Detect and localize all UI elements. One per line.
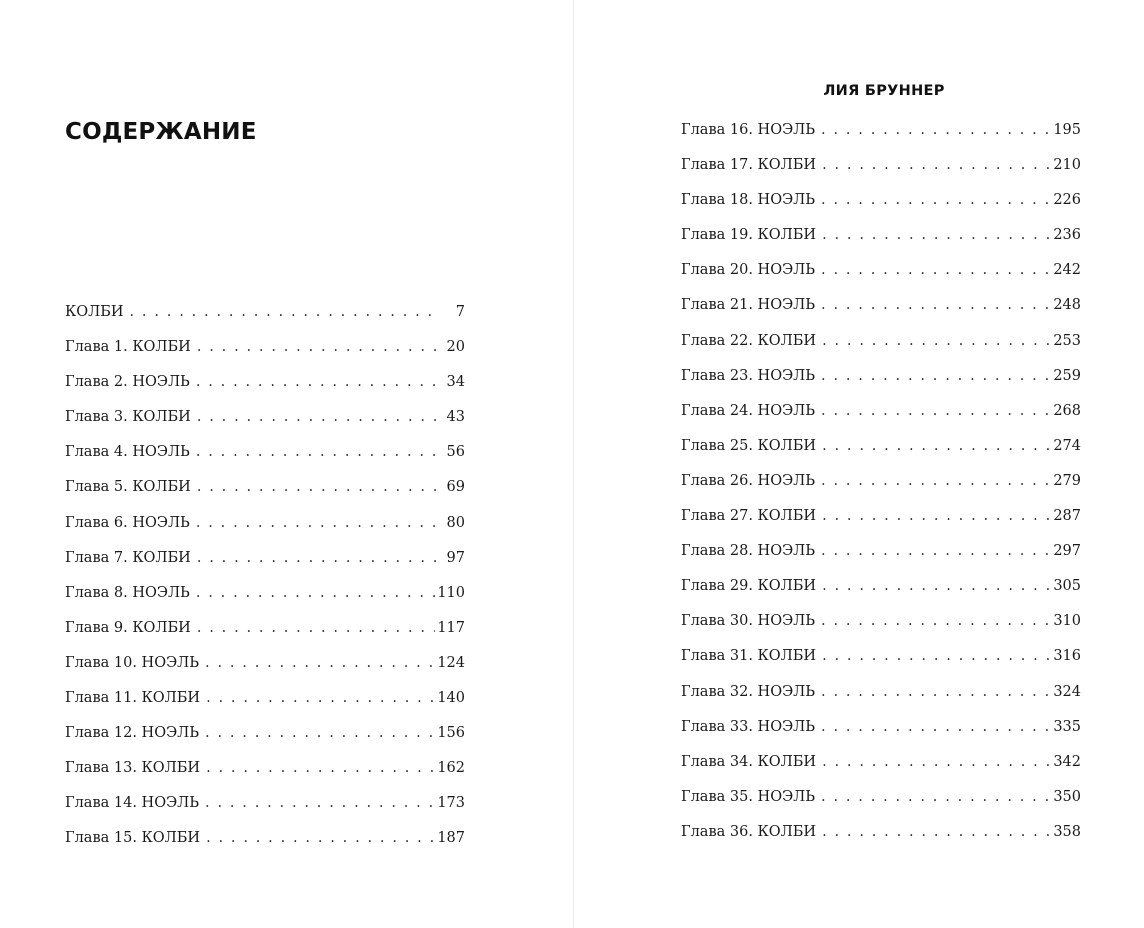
toc-entry-title: Глава 2. НОЭЛЬ (65, 374, 190, 391)
toc-entry-page: 274 (1053, 437, 1081, 454)
dot-leader (196, 440, 441, 464)
toc-entry (65, 440, 465, 475)
dot-leader (821, 188, 1051, 212)
toc-entry-page: 124 (437, 654, 465, 671)
toc-entry-page: 162 (437, 760, 465, 777)
toc-entry (681, 820, 1081, 855)
toc-entry (681, 504, 1081, 539)
dot-leader (821, 293, 1051, 317)
dot-leader (822, 750, 1051, 774)
toc-entry-title: Глава 27. КОЛБИ (681, 508, 817, 525)
dot-leader (205, 721, 435, 745)
toc-entry-title: Глава 5. КОЛБИ (65, 479, 191, 496)
toc-entry-page: 248 (1053, 297, 1081, 314)
dot-leader (822, 574, 1051, 598)
toc-entry-page: 7 (455, 304, 465, 320)
toc-entry-page: 34 (446, 374, 465, 391)
toc-entry-title: Глава 23. НОЭЛЬ (681, 367, 816, 384)
toc-entry-page: 117 (437, 619, 465, 636)
dot-leader (196, 370, 441, 394)
toc-entry-page: 259 (1053, 367, 1081, 384)
toc-entry-page: 97 (446, 549, 465, 566)
toc-entry-page: 324 (1053, 683, 1081, 700)
toc-entry-title: Глава 32. НОЭЛЬ (681, 683, 816, 700)
dot-leader (206, 686, 435, 710)
toc-entry (65, 546, 465, 581)
dot-leader (205, 791, 435, 815)
toc-entry-title: Глава 28. НОЭЛЬ (681, 543, 816, 560)
toc-entry (681, 539, 1081, 574)
dot-leader (821, 715, 1051, 739)
toc-entry-title: Глава 33. НОЭЛЬ (681, 718, 816, 735)
dot-leader (206, 826, 435, 850)
dot-leader (821, 364, 1051, 388)
toc-entry (681, 434, 1081, 469)
toc-entry (65, 370, 465, 405)
toc-entry-page: 310 (1053, 613, 1081, 630)
dot-leader (821, 469, 1051, 493)
toc-entry-title: Глава 22. КОЛБИ (681, 332, 817, 349)
toc-entry-title: Глава 19. КОЛБИ (681, 227, 817, 244)
toc-entry (65, 405, 465, 440)
toc-entry-title: Глава 4. НОЭЛЬ (65, 444, 190, 461)
toc-entry-page: 242 (1053, 262, 1081, 279)
dot-leader (197, 405, 441, 429)
toc-entry-title: КОЛБИ (65, 304, 124, 320)
right-page (574, 0, 1144, 928)
toc-entry-page: 187 (437, 830, 465, 847)
toc-entry-title: Глава 13. КОЛБИ (65, 760, 201, 777)
dot-leader (821, 118, 1051, 142)
toc-entry-title: Глава 35. НОЭЛЬ (681, 788, 816, 805)
dot-leader (821, 785, 1051, 809)
toc-entry-title: Глава 11. КОЛБИ (65, 690, 201, 707)
toc-entry (681, 223, 1081, 258)
toc-entry-page: 140 (437, 690, 465, 707)
toc-entry-page: 297 (1053, 543, 1081, 560)
toc-entry-title: Глава 34. КОЛБИ (681, 753, 817, 770)
toc-entry-title: Глава 26. НОЭЛЬ (681, 472, 816, 489)
toc-entry-page: 358 (1053, 823, 1081, 840)
toc-entry-title: Глава 7. КОЛБИ (65, 549, 191, 566)
toc-entry (65, 475, 465, 510)
dot-leader (130, 300, 441, 324)
toc-entry-page: 173 (437, 795, 465, 812)
toc-entry (65, 686, 465, 721)
dot-leader (822, 504, 1051, 528)
toc-entry-title: Глава 17. КОЛБИ (681, 157, 817, 174)
toc-heading: СОДЕРЖАНИЕ (65, 119, 257, 145)
toc-entry-page: 316 (1053, 648, 1081, 665)
toc-entry-page: 236 (1053, 227, 1081, 244)
dot-leader (822, 153, 1051, 177)
toc-entry (681, 785, 1081, 820)
toc-entry-page: 156 (437, 725, 465, 742)
dot-leader (822, 434, 1051, 458)
dot-leader (196, 511, 441, 535)
toc-entry-title: Глава 36. КОЛБИ (681, 823, 817, 840)
toc-entry-page: 56 (446, 444, 465, 461)
dot-leader (197, 475, 441, 499)
toc-entry (681, 574, 1081, 609)
toc-entry (65, 616, 465, 651)
toc-entry (681, 293, 1081, 328)
toc-entry-title: Глава 21. НОЭЛЬ (681, 297, 816, 314)
dot-leader (821, 539, 1051, 563)
dot-leader (822, 820, 1051, 844)
toc-entry-page: 20 (446, 339, 465, 356)
toc-entry-page: 305 (1053, 578, 1081, 595)
toc-entry (681, 364, 1081, 399)
toc-entry (681, 258, 1081, 293)
dot-leader (206, 756, 435, 780)
toc-entry-page: 226 (1053, 192, 1081, 209)
dot-leader (197, 546, 441, 570)
toc-entry (65, 581, 465, 616)
toc-entry-page: 335 (1053, 718, 1081, 735)
toc-entry-title: Глава 3. КОЛБИ (65, 409, 191, 426)
toc-entry (681, 469, 1081, 504)
toc-entry-title: Глава 20. НОЭЛЬ (681, 262, 816, 279)
toc-entry-page: 195 (1053, 122, 1081, 138)
toc-entry-page: 342 (1053, 753, 1081, 770)
dot-leader (822, 223, 1051, 247)
toc-entry (65, 335, 465, 370)
toc-entry (65, 826, 465, 861)
toc-entry-title: Глава 25. КОЛБИ (681, 437, 817, 454)
toc-entry-title: Глава 12. НОЭЛЬ (65, 725, 200, 742)
toc-entry (681, 329, 1081, 364)
toc-entry-title: Глава 29. КОЛБИ (681, 578, 817, 595)
dot-leader (197, 335, 441, 359)
toc-entry (681, 644, 1081, 679)
toc-entry-title: Глава 9. КОЛБИ (65, 619, 191, 636)
toc-entry-title: Глава 10. НОЭЛЬ (65, 654, 200, 671)
toc-entry-page: 43 (446, 409, 465, 426)
toc-entry-page: 287 (1053, 508, 1081, 525)
toc-entry (65, 791, 465, 826)
toc-entry-title: Глава 18. НОЭЛЬ (681, 192, 816, 209)
toc-entry (681, 680, 1081, 715)
toc-entry (681, 715, 1081, 750)
toc-entry (681, 153, 1081, 188)
toc-entry (65, 756, 465, 791)
dot-leader (822, 644, 1051, 668)
toc-entry-title: Глава 1. КОЛБИ (65, 339, 191, 356)
dot-leader (821, 399, 1051, 423)
toc-entry-title: Глава 16. НОЭЛЬ (681, 122, 816, 138)
toc-entry-page: 69 (446, 479, 465, 496)
toc-entry (65, 511, 465, 546)
toc-entry (65, 300, 465, 335)
toc-entry-page: 350 (1053, 788, 1081, 805)
dot-leader (821, 609, 1051, 633)
toc-entry-title: Глава 6. НОЭЛЬ (65, 514, 190, 531)
toc-entry (681, 188, 1081, 223)
toc-entry-page: 110 (437, 584, 465, 601)
toc-entry-title: Глава 31. КОЛБИ (681, 648, 817, 665)
toc-entry-title: Глава 24. НОЭЛЬ (681, 402, 816, 419)
toc-entry (681, 118, 1081, 153)
toc-entry (681, 750, 1081, 785)
toc-entry-page: 80 (446, 514, 465, 531)
toc-entry-title: Глава 14. НОЭЛЬ (65, 795, 200, 812)
toc-entry-page: 253 (1053, 332, 1081, 349)
toc-entry (65, 721, 465, 756)
toc-entry (681, 609, 1081, 644)
toc-list-right (681, 118, 1081, 855)
dot-leader (821, 258, 1051, 282)
toc-entry (65, 651, 465, 686)
dot-leader (205, 651, 435, 675)
toc-entry-title: Глава 30. НОЭЛЬ (681, 613, 816, 630)
toc-entry-page: 210 (1053, 157, 1081, 174)
running-head: ЛИЯ БРУННЕР (823, 83, 945, 99)
dot-leader (197, 616, 435, 640)
toc-list-left (65, 300, 465, 862)
toc-entry-title: Глава 15. КОЛБИ (65, 830, 201, 847)
toc-entry-title: Глава 8. НОЭЛЬ (65, 584, 190, 601)
toc-entry-page: 279 (1053, 472, 1081, 489)
dot-leader (822, 329, 1051, 353)
toc-entry-page: 268 (1053, 402, 1081, 419)
dot-leader (196, 581, 435, 605)
toc-entry (681, 399, 1081, 434)
dot-leader (821, 680, 1051, 704)
